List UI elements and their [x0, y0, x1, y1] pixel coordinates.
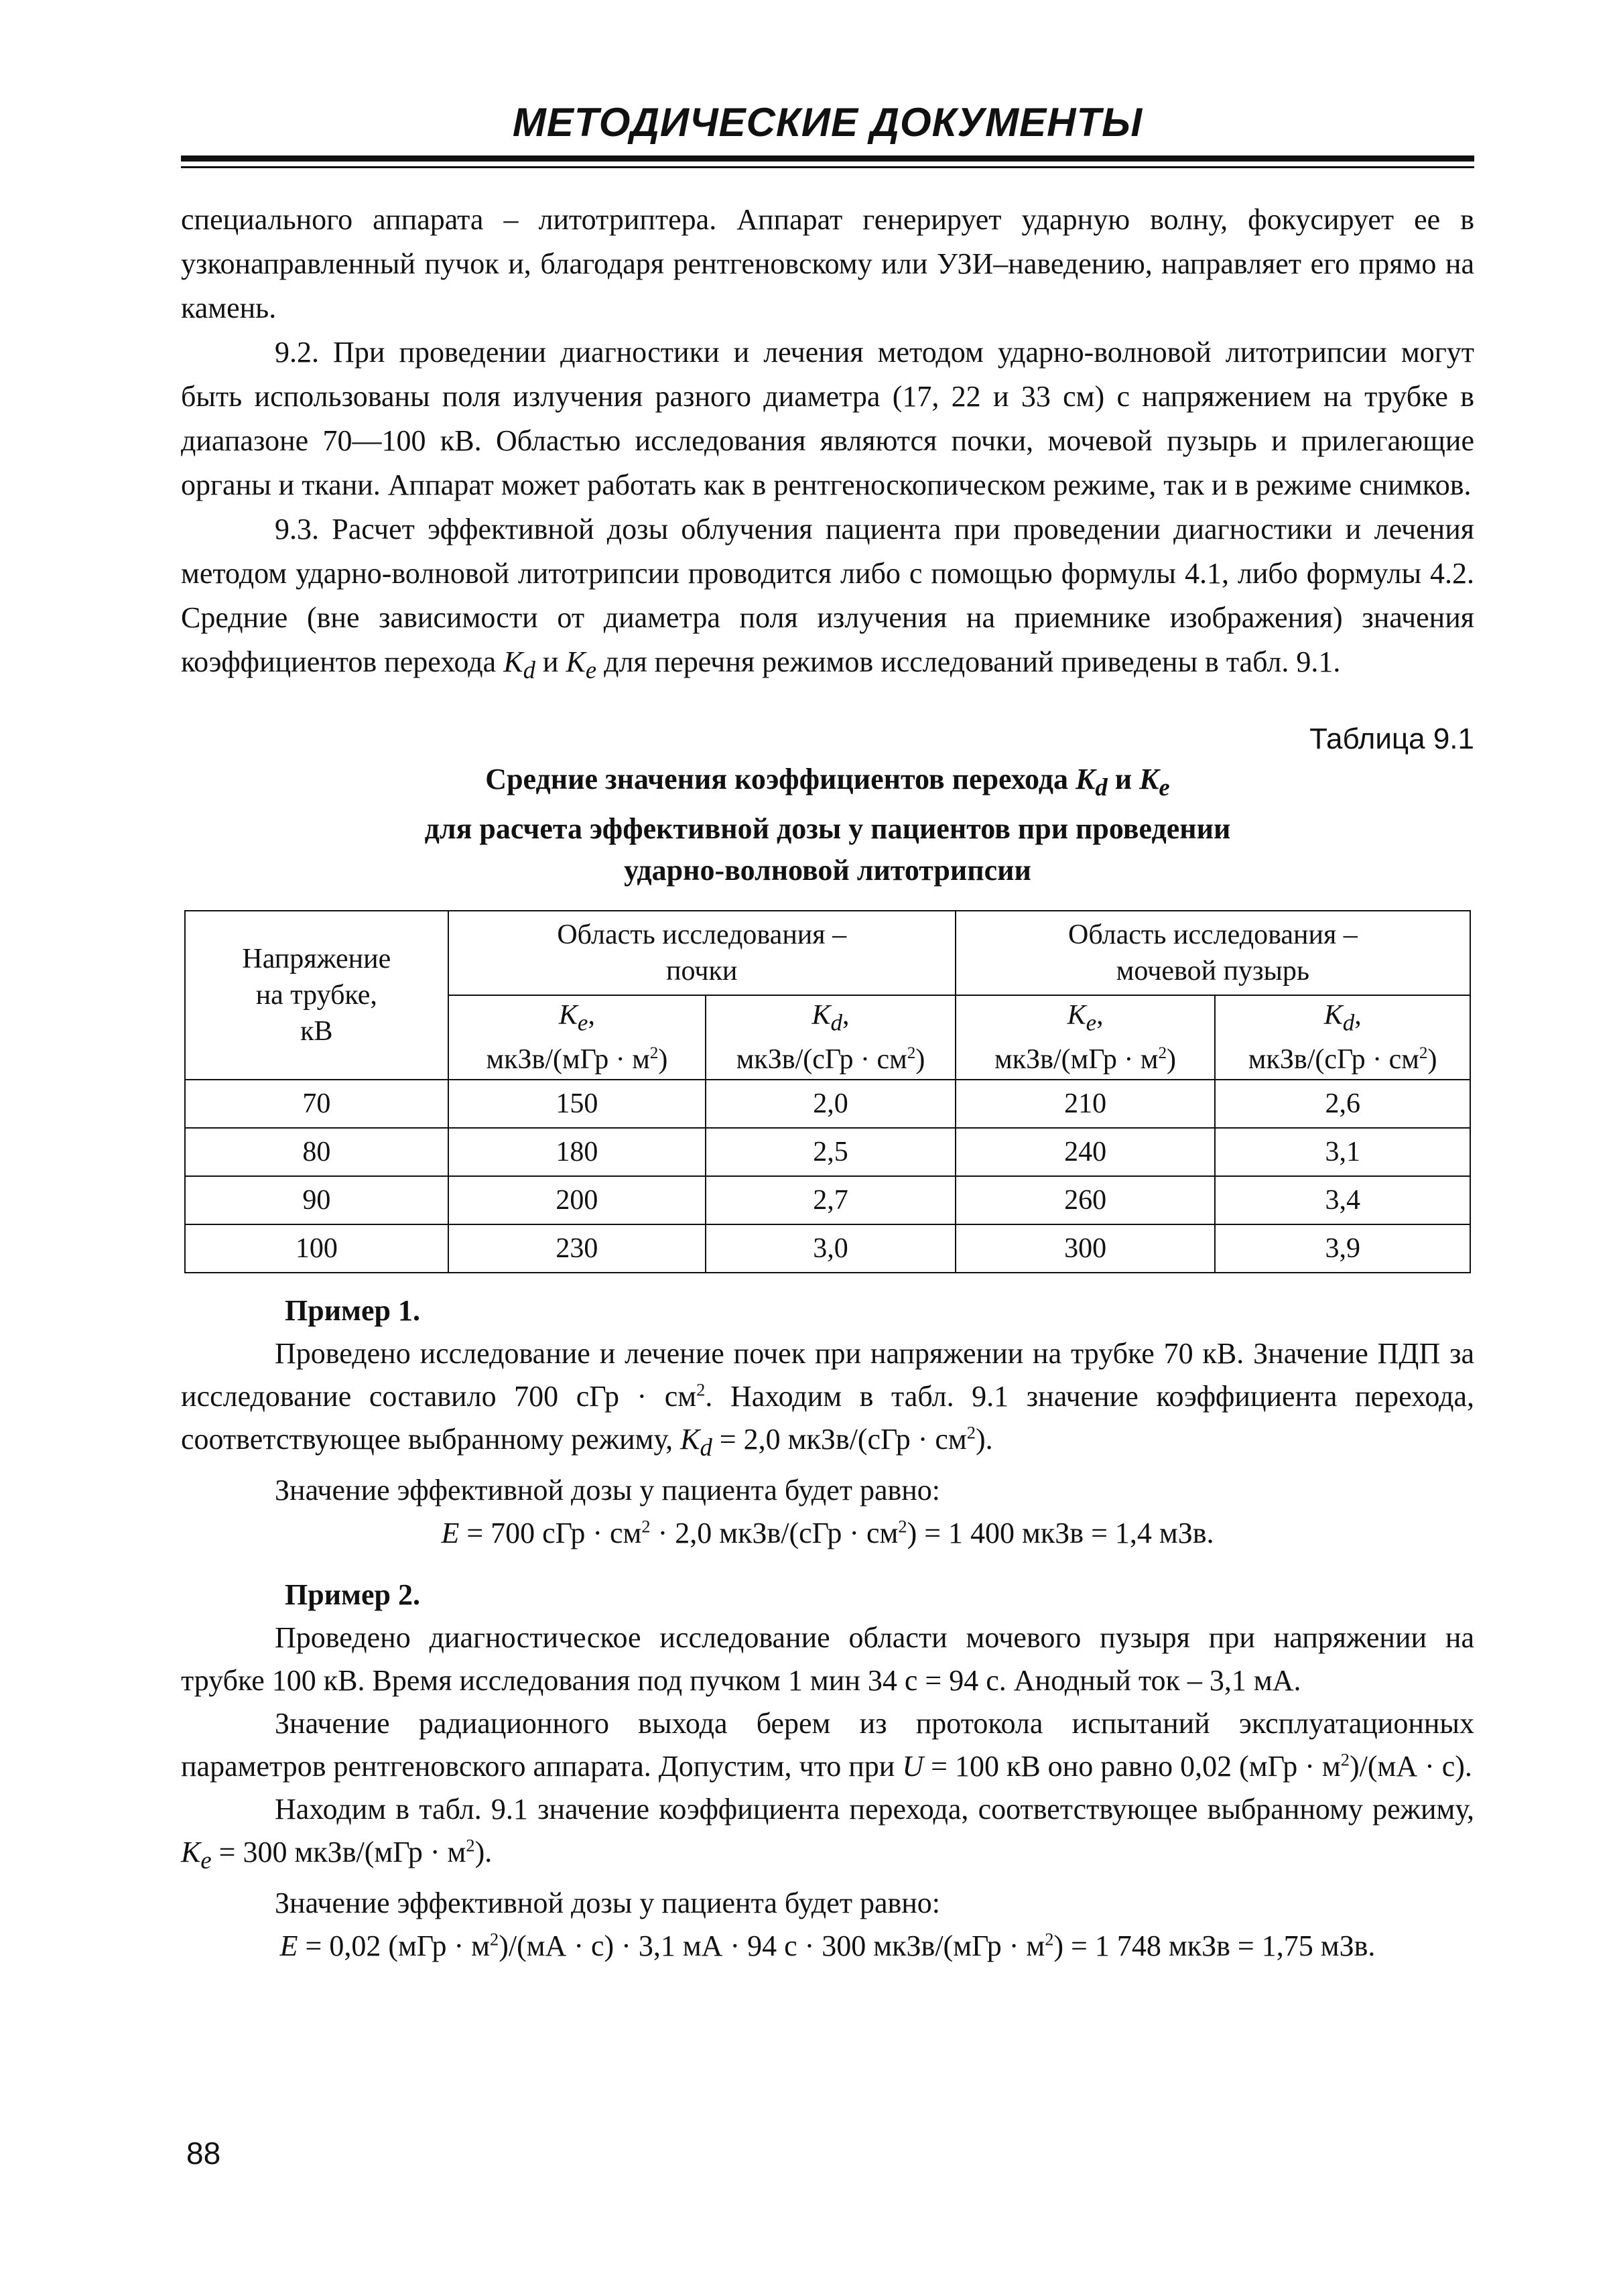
running-header: МЕТОДИЧЕСКИЕ ДОКУМЕНТЫ: [512, 100, 1143, 145]
header-kidneys-ke: $K_e$, мкЗв/(мГр · $м^2$): [448, 995, 706, 1080]
header-rule-thick: [181, 155, 1474, 162]
example-2-result-intro: Значение эффективной дозы у пациента будет равно:: [275, 1886, 941, 1919]
example-2-heading: Пример 2.: [285, 1578, 421, 1611]
table-row: 80 180 2,5 240 3,1: [185, 1128, 1470, 1176]
header-kidneys-kd: $K_d$, мкЗв/(сГр · $см^2$): [706, 995, 956, 1080]
header-group-kidneys: Область исследования – почки: [448, 911, 956, 995]
example-1-result-intro: Значение эффективной дозы у пациента будет равно:: [275, 1473, 941, 1507]
table-row: 100 230 3,0 300 3,9: [185, 1224, 1470, 1273]
page-number: 88: [186, 2136, 221, 2171]
paragraph-9-3: 9.3. Расчет эффективной дозы облучения пациента при проведении диагностики и лечения методом ударно-волновой литотрипсии проводится либо с помощью формулы 4.1, либо формулы 4.2. Средние (вне зависимости от диаметра поля излучения на приемнике изображения) значения коэффициентов перехода $K_d$ и $K_e$ для перечня режимов исследований приведены в табл. 9.1.: [181, 513, 1474, 684]
header-voltage: Напряжение на трубке, кВ: [185, 911, 448, 1080]
example-1-heading: Пример 1.: [285, 1294, 421, 1327]
example-2-paragraph-2: Значение радиационного выхода берем из протокола испытаний эксплуатационных параметров рентгеновского аппарата. Допустим, что при U = 100 кВ оно равно 0,02 $(мГр \cdot м^2)/(мА \cdot с)$.: [181, 1706, 1474, 1783]
coefficients-table: [184, 910, 1471, 1273]
table-row: 90 200 2,7 260 3,4: [185, 1176, 1470, 1224]
header-bladder-kd: $K_d$, мкЗв/(сГр · $см^2$): [1215, 995, 1470, 1080]
example-1-formula: E = 700 сГр · $см^2 \cdot 2,0$ мкЗв/(сГр · $см^2) = 1$ 400 мкЗв = 1,4 мЗв.: [441, 1516, 1214, 1549]
example-1-paragraph: Проведено исследование и лечение почек при напряжении на трубке 70 кВ. Значение ПДП за исследование составило 700 сГр · $см^2$. Находим в табл. 9.1 значение коэффициента перехода, соответствующее выбранному режиму, $K_d = 2,0$ мкЗв/(сГр · $см^2$).: [181, 1337, 1474, 1461]
example-2-formula: E = 0,02 $(мГр \cdot м^2)/(мА \cdot с) \cdot 3,1$ мА · 94 с · 300 мкЗв/(мГр · $м^2) = 1$ 748 мкЗв = 1,75 мЗв.: [279, 1928, 1376, 1962]
table-label: Таблица 9.1: [1309, 722, 1474, 755]
example-2-paragraph-1: Проведено диагностическое исследование области мочевого пузыря при напряжении на трубке 100 кВ. Время исследования под пучком 1 мин 34 с = 94 с. Анодный ток – 3,1 мА.: [181, 1620, 1474, 1697]
header-rule-thin: [181, 166, 1474, 168]
paragraph-9-2: 9.2. При проведении диагностики и лечения методом ударно-волновой литотрипсии могут быть использованы поля излучения разного диаметра (17, 22 и 33 см) с напряжением на трубке в диапазоне 70—100 кВ. Областью исследования являются почки, мочевой пузырь и прилегающие органы и ткани. Аппарат может работать как в рентгеноскопическом режиме, так и в режиме снимков.: [181, 336, 1474, 501]
table-title: Средние значения коэффициентов перехода $K_d$ и $K_e$ для расчета эффективной дозы у пациентов при проведении ударно-волновой литотрипсии: [424, 763, 1231, 887]
example-2-paragraph-3: Находим в табл. 9.1 значение коэффициента перехода, соответствующее выбранному режиму, $K_e = 300$ мкЗв/(мГр · $м^2$).: [181, 1792, 1474, 1874]
table-row: 70 150 2,0 210 2,6: [185, 1080, 1470, 1128]
header-group-bladder: Область исследования – мочевой пузырь: [956, 911, 1470, 995]
intro-text: [181, 198, 1474, 692]
paragraph-intro: специального аппарата – литотриптера. Аппарат генерирует ударную волну, фокусирует ее в узконаправленный пучок и, благодаря рентгеновскому или УЗИ–наведению, направляет его прямо на камень.: [181, 203, 1474, 324]
examples-section: [181, 1289, 1474, 1968]
header-bladder-ke: $K_e$, мкЗв/(мГр · $м^2$): [956, 995, 1216, 1080]
